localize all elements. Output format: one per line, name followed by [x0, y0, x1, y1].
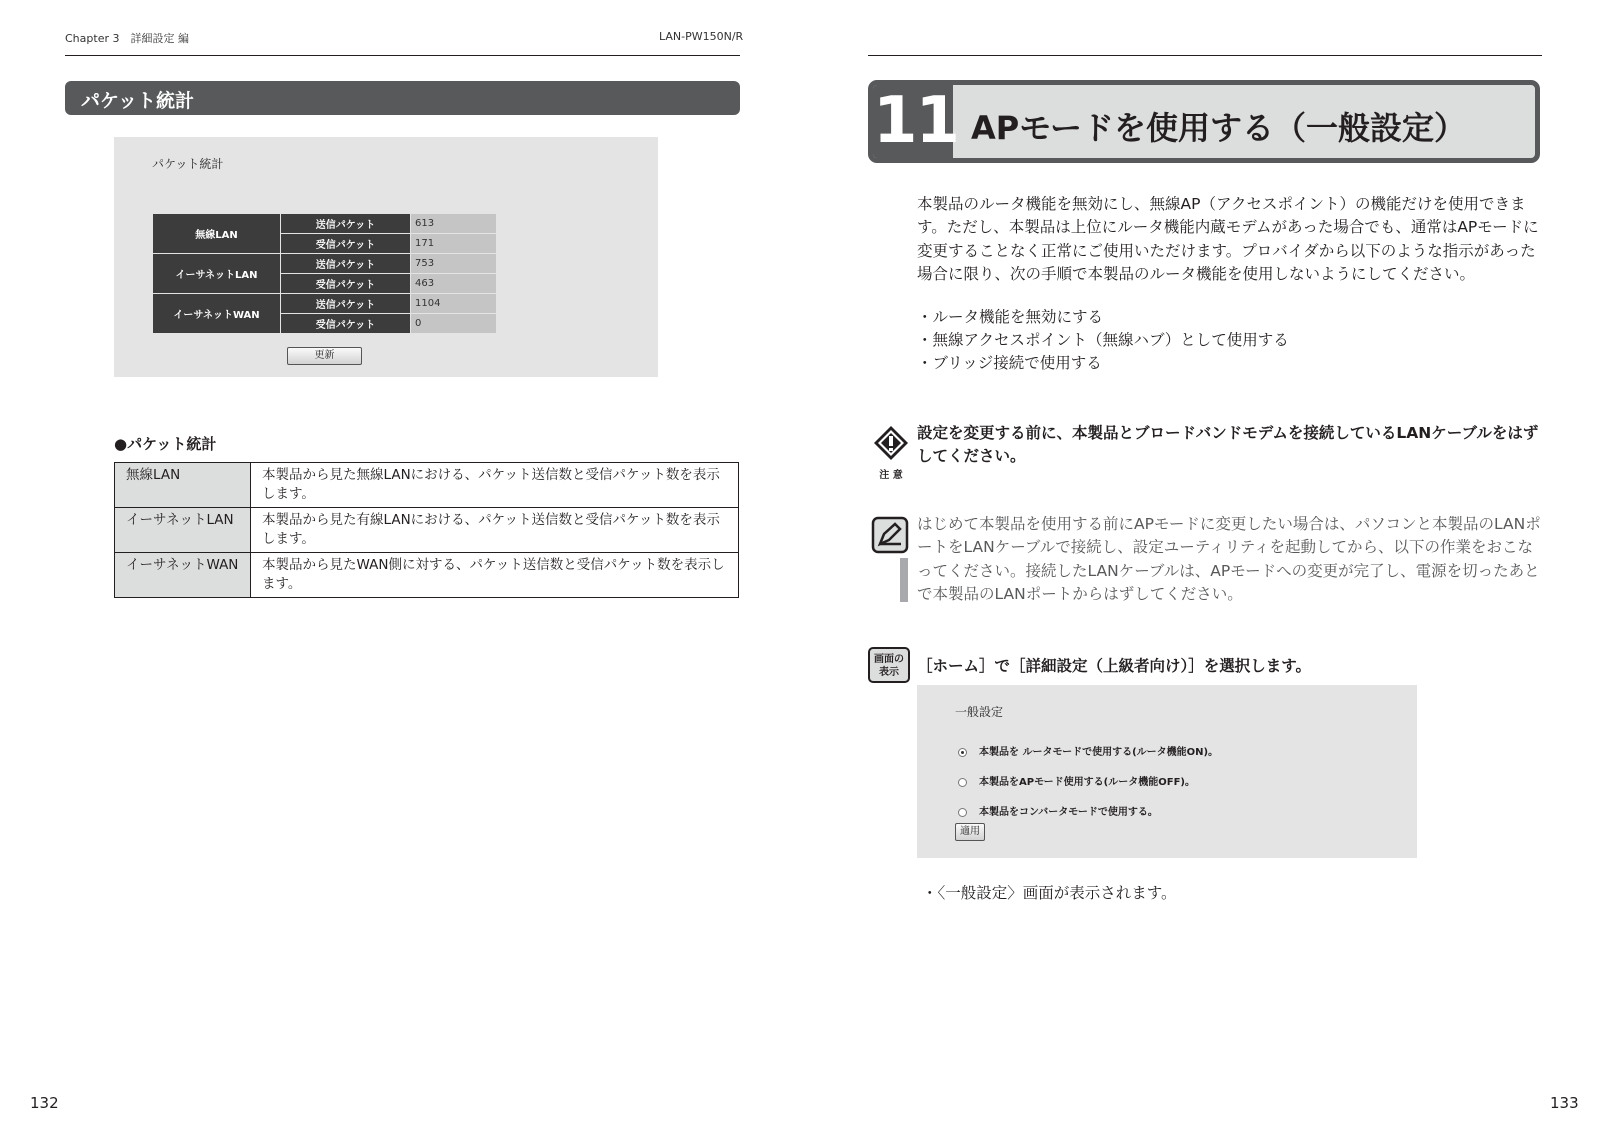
caution-label: 注 意: [879, 470, 903, 481]
recv-value: 0: [411, 314, 497, 334]
memo-pencil-icon: [871, 516, 909, 554]
sent-label: 送信パケット: [281, 254, 411, 274]
header-rule-right: [868, 55, 1542, 56]
recv-label: 受信パケット: [281, 234, 411, 254]
intro-paragraph: 本製品のルータ機能を無効にし、無線AP（アクセスポイント）の機能だけを使用できます。ただし、本製品は上位にルータ機能内蔵モデムがあった場合でも、通常はAPモードに変更することなく正常にご使用いただけます。プロバイダから以下のような指示があった場合に限り、次の手順で本製品のルータ機能を使用しないようにしてください。: [917, 195, 1539, 283]
section-title-bar: [65, 81, 740, 115]
row-section: 無線LAN: [153, 214, 281, 254]
sent-label: 送信パケット: [281, 294, 411, 314]
desc-value: 本製品から見た有線LANにおける、パケット送信数と受信パケット数を表示します。: [251, 508, 739, 553]
result-note: ・〈一般設定〉画面が表示されます。: [922, 884, 1177, 902]
step-text: ［ホーム］で［詳細設定（上級者向け）］を選択します。: [917, 657, 1312, 675]
radio-option-ap[interactable]: [958, 773, 1195, 788]
memo-bar: [900, 558, 908, 602]
sent-value: 1104: [411, 294, 497, 314]
table-row: [115, 508, 739, 553]
sent-value: 613: [411, 214, 497, 234]
chapter-number: 11: [873, 84, 959, 158]
chapter-title-box: [868, 80, 1540, 163]
screenshot-title: 一般設定: [955, 705, 1004, 719]
apply-button[interactable]: 適用: [955, 823, 985, 841]
page-number-right: 133: [1550, 1094, 1579, 1112]
desc-value: 本製品から見たWAN側に対する、パケット送信数と受信パケット数を表示します。: [251, 553, 739, 598]
header-model: LAN-PW150N/R: [659, 30, 744, 43]
table-row: [115, 463, 739, 508]
radio-label: 本製品を ルータモードで使用する(ルータ機能ON)。: [979, 747, 1219, 758]
refresh-button[interactable]: 更新: [287, 347, 362, 365]
screenshot-title: パケット統計: [152, 157, 224, 171]
radio-option-converter[interactable]: [958, 803, 1158, 818]
list-item: ・ブリッジ接続で使用する: [917, 354, 1102, 372]
recv-value: 171: [411, 234, 497, 254]
desc-value: 本製品から見た無線LANにおける、パケット送信数と受信パケット数を表示します。: [251, 463, 739, 508]
header-rule: [65, 55, 740, 56]
desc-key: イーサネットLAN: [115, 508, 251, 553]
caution-text: 設定を変更する前に、本製品とブロードバンドモデムを接続しているLANケーブルをはずしてください。: [917, 424, 1539, 465]
list-item: ・無線アクセスポイント（無線ハブ）として使用する: [917, 331, 1289, 349]
bullet-list: [917, 306, 1289, 375]
packet-stats-table: [152, 213, 497, 334]
radio-label: 本製品をコンバータモードで使用する。: [979, 807, 1158, 818]
table-row: [115, 553, 739, 598]
recv-label: 受信パケット: [281, 274, 411, 294]
table-row: [153, 214, 497, 234]
table-row: [153, 254, 497, 274]
screen-display-icon: [868, 647, 910, 683]
memo-text: はじめて本製品を使用する前にAPモードに変更したい場合は、パソコンと本製品のLANポートをLANケーブルで接続し、設定ユーティリティを起動してから、以下の作業をおこなってください。接続したLANケーブルは、APモードへの変更が完了し、電源を切ったあとで本製品のLANポートからはずしてください。: [917, 515, 1541, 603]
description-table: [114, 462, 739, 598]
list-item: ・ルータ機能を無効にする: [917, 308, 1104, 326]
header-chapter: Chapter 3 詳細設定 編: [65, 32, 189, 45]
radio-label: 本製品をAPモード使用する(ルータ機能OFF)。: [979, 777, 1195, 788]
sent-label: 送信パケット: [281, 214, 411, 234]
radio-button[interactable]: [958, 808, 967, 817]
page-number-left: 132: [30, 1094, 59, 1112]
screen-icon-label: 表示: [879, 667, 899, 678]
table-row: [153, 294, 497, 314]
recv-label: 受信パケット: [281, 314, 411, 334]
recv-value: 463: [411, 274, 497, 294]
screen-icon-label: 画面の: [874, 654, 904, 665]
chapter-title: APモードを使用する（一般設定）: [971, 109, 1466, 147]
subheading: ●パケット統計: [114, 435, 217, 453]
radio-option-router[interactable]: [958, 743, 1218, 758]
desc-key: 無線LAN: [115, 463, 251, 508]
radio-button[interactable]: [958, 778, 967, 787]
caution-icon: [871, 424, 911, 481]
desc-key: イーサネットWAN: [115, 553, 251, 598]
radio-button[interactable]: [958, 748, 967, 757]
row-section: イーサネットLAN: [153, 254, 281, 294]
row-section: イーサネットWAN: [153, 294, 281, 334]
section-title: パケット統計: [81, 90, 195, 112]
sent-value: 753: [411, 254, 497, 274]
